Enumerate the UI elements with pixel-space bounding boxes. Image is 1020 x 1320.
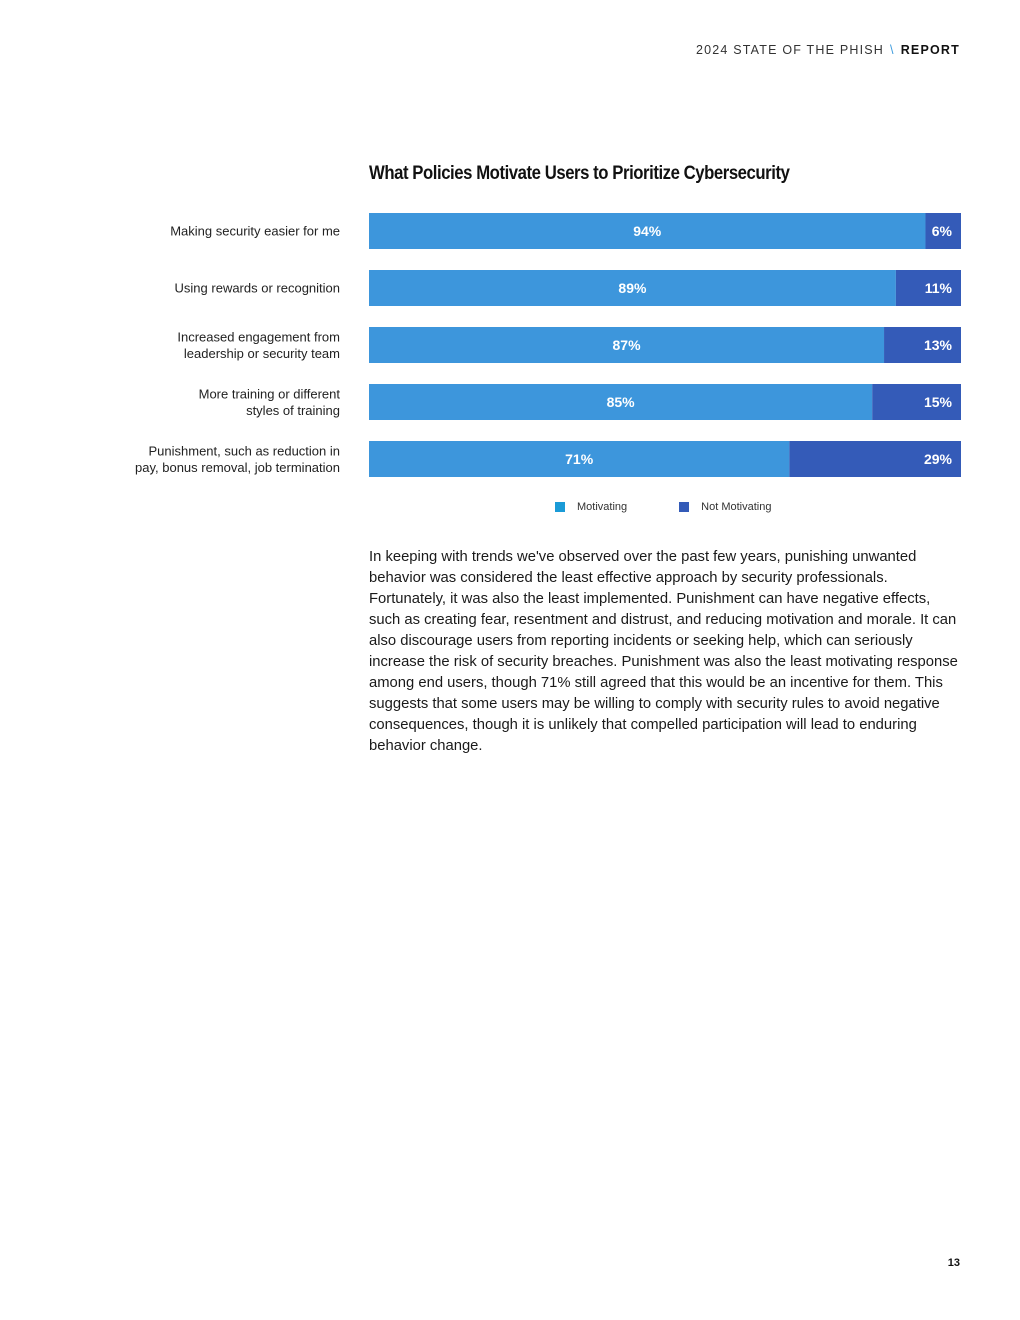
legend-swatch-not-motivating	[679, 502, 689, 512]
category-label-line: More training or different	[198, 386, 340, 402]
legend-label-not-motivating: Not Motivating	[701, 501, 772, 513]
bar-label-motivating-more-training-or: 85%	[606, 394, 635, 410]
chart-title: What Policies Motivate Users to Prioritize Cybersecurity	[369, 163, 790, 184]
stacked-bar-chart	[0, 0, 1020, 500]
bar-label-not-motivating-increased-engagement-from: 13%	[923, 337, 952, 353]
category-label-line: Making security easier for me	[170, 223, 340, 239]
category-label-line: Punishment, such as reduction in	[148, 443, 340, 459]
category-label-line: Using rewards or recognition	[174, 280, 340, 296]
bar-label-not-motivating-using-rewards-or: 11%	[924, 280, 952, 296]
category-label-line: pay, bonus removal, job termination	[135, 459, 340, 475]
legend-item-motivating	[555, 501, 627, 513]
bar-label-motivating-increased-engagement-from: 87%	[612, 337, 641, 353]
category-label-line: styles of training	[246, 402, 340, 418]
legend-item-not-motivating	[679, 501, 771, 513]
category-label-making-security-easier	[170, 224, 340, 239]
bar-label-not-motivating-punishment-such-as: 29%	[923, 451, 952, 467]
category-label-more-training-or	[199, 386, 341, 418]
category-label-line: Increased engagement from	[177, 329, 340, 345]
category-label-line: leadership or security team	[183, 345, 340, 361]
legend-swatch-motivating	[555, 502, 565, 512]
page-number: 13	[947, 1257, 960, 1269]
bar-label-motivating-punishment-such-as: 71%	[565, 451, 594, 467]
report-title: 2024 STATE OF THE PHISH	[695, 43, 885, 57]
header-separator: \	[890, 43, 895, 57]
chart-legend	[555, 501, 823, 513]
bar-label-motivating-using-rewards-or: 89%	[618, 280, 647, 296]
bar-label-motivating-making-security-easier: 94%	[633, 223, 662, 239]
report-section: REPORT	[900, 43, 960, 57]
bar-label-not-motivating-more-training-or: 15%	[923, 394, 952, 410]
legend-label-motivating: Motivating	[577, 501, 628, 513]
category-label-punishment-such-as	[135, 443, 340, 475]
bar-label-not-motivating-making-security-easier: 6%	[931, 223, 952, 239]
category-label-increased-engagement-from	[177, 329, 340, 361]
category-label-using-rewards-or	[175, 281, 340, 296]
body-paragraph: In keeping with trends we've observed over the past few years, punishing unwanted behavior was considered the least effective approach by security professionals. Fortunately, it was also the least implemented. Punishment can have negative effects, such as creating fear, resentment and distrust, and reducing motivation and morale. It can also discourage users from reporting incidents or seeking help, which can seriously increase the risk of security breaches. Punishment was also the least motivating response among end users, though 71% still agreed that this would be an incentive for them. This suggests that some users may be willing to comply with security rules to avoid negative consequences, though it is unlikely that compelled participation will lead to enduring behavior change.	[369, 549, 958, 754]
